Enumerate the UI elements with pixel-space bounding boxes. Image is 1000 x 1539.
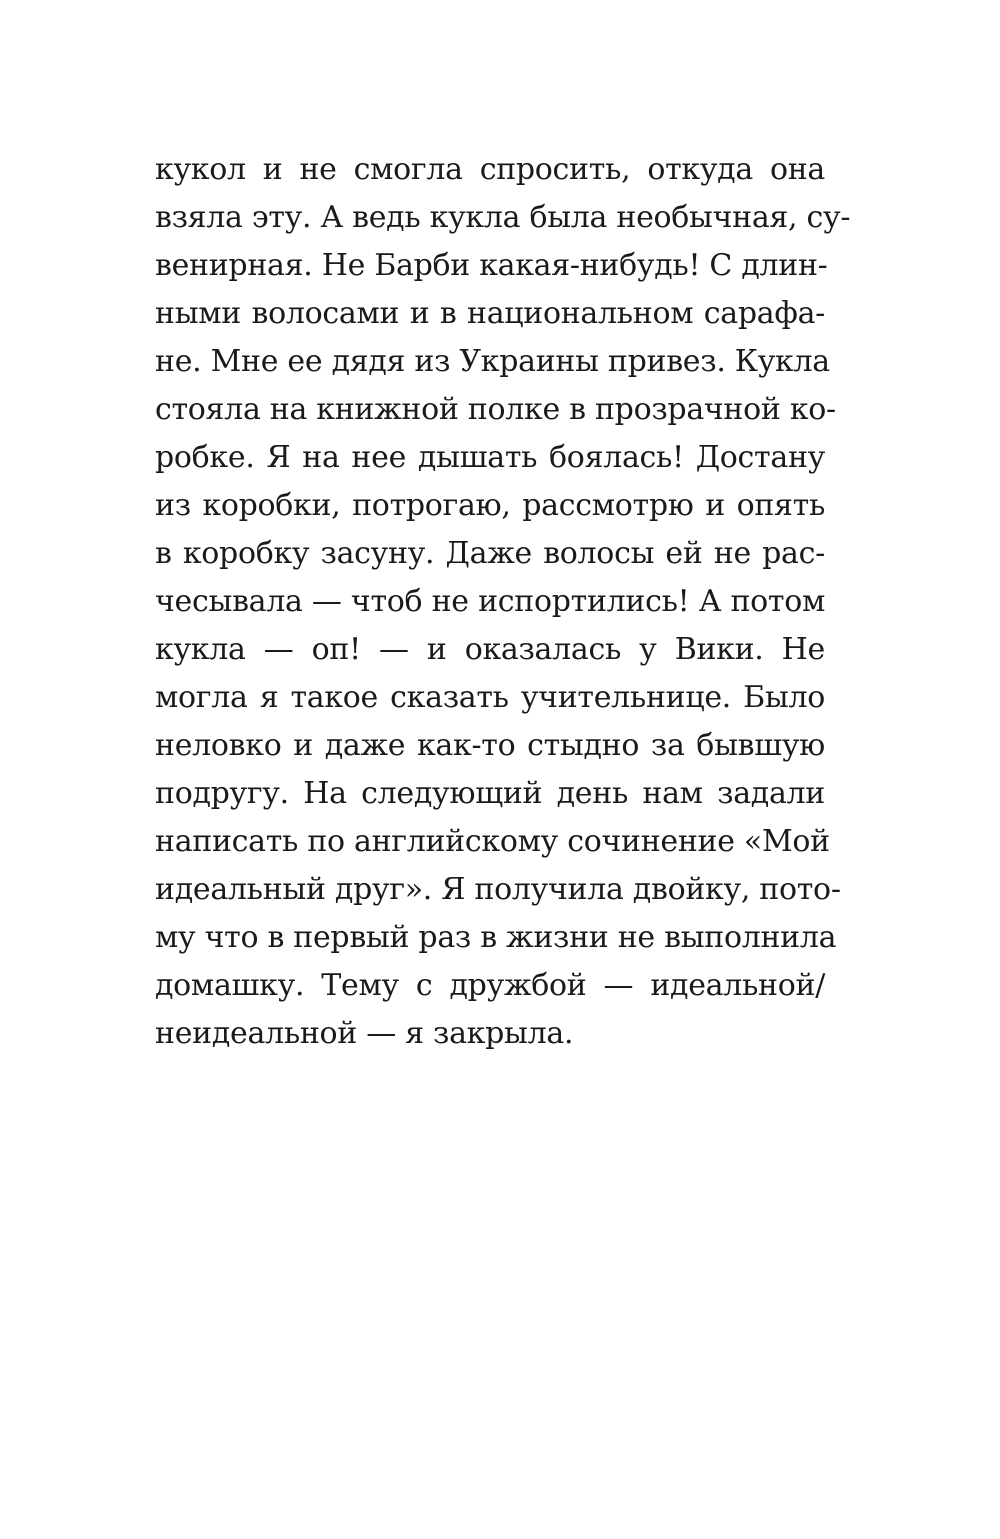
text-line: кукол и не смогла спросить, откуда она — [155, 152, 825, 187]
text-line: домашку. Тему с дружбой — идеальной/ — [155, 968, 825, 1003]
text-line: робке. Я на нее дышать боялась! Достану — [155, 440, 825, 475]
text-line: не. Мне ее дядя из Украины привез. Кукла — [155, 344, 830, 379]
text-line: неидеальной — я закрыла. — [155, 1016, 574, 1051]
text-line: в коробку засуну. Даже волосы ей не рас- — [155, 536, 825, 571]
text-line: взяла эту. А ведь кукла была необычная, су- — [155, 200, 851, 235]
text-line: стояла на книжной полке в прозрачной ко- — [155, 392, 836, 427]
text-line: му что в первый раз в жизни не выполнила — [155, 920, 837, 955]
text-line: могла я такое сказать учительнице. Было — [155, 680, 825, 715]
body-text — [155, 146, 851, 1058]
text-line: венирная. Не Барби какая-нибудь! С длин- — [155, 248, 828, 283]
text-line: кукла — оп! — и оказалась у Вики. Не — [155, 632, 825, 667]
text-line: ными волосами и в национальном сарафа- — [155, 296, 825, 331]
text-line: подругу. На следующий день нам задали — [155, 776, 825, 811]
text-line: неловко и даже как-то стыдно за бывшую — [155, 728, 825, 763]
text-line: идеальный друг». Я получила двойку, пото- — [155, 872, 841, 907]
text-line: чесывала — чтоб не испортились! А потом — [155, 584, 825, 619]
text-line: написать по английскому сочинение «Мой — [155, 824, 830, 859]
text-line: из коробки, потрогаю, рассмотрю и опять — [155, 488, 825, 523]
